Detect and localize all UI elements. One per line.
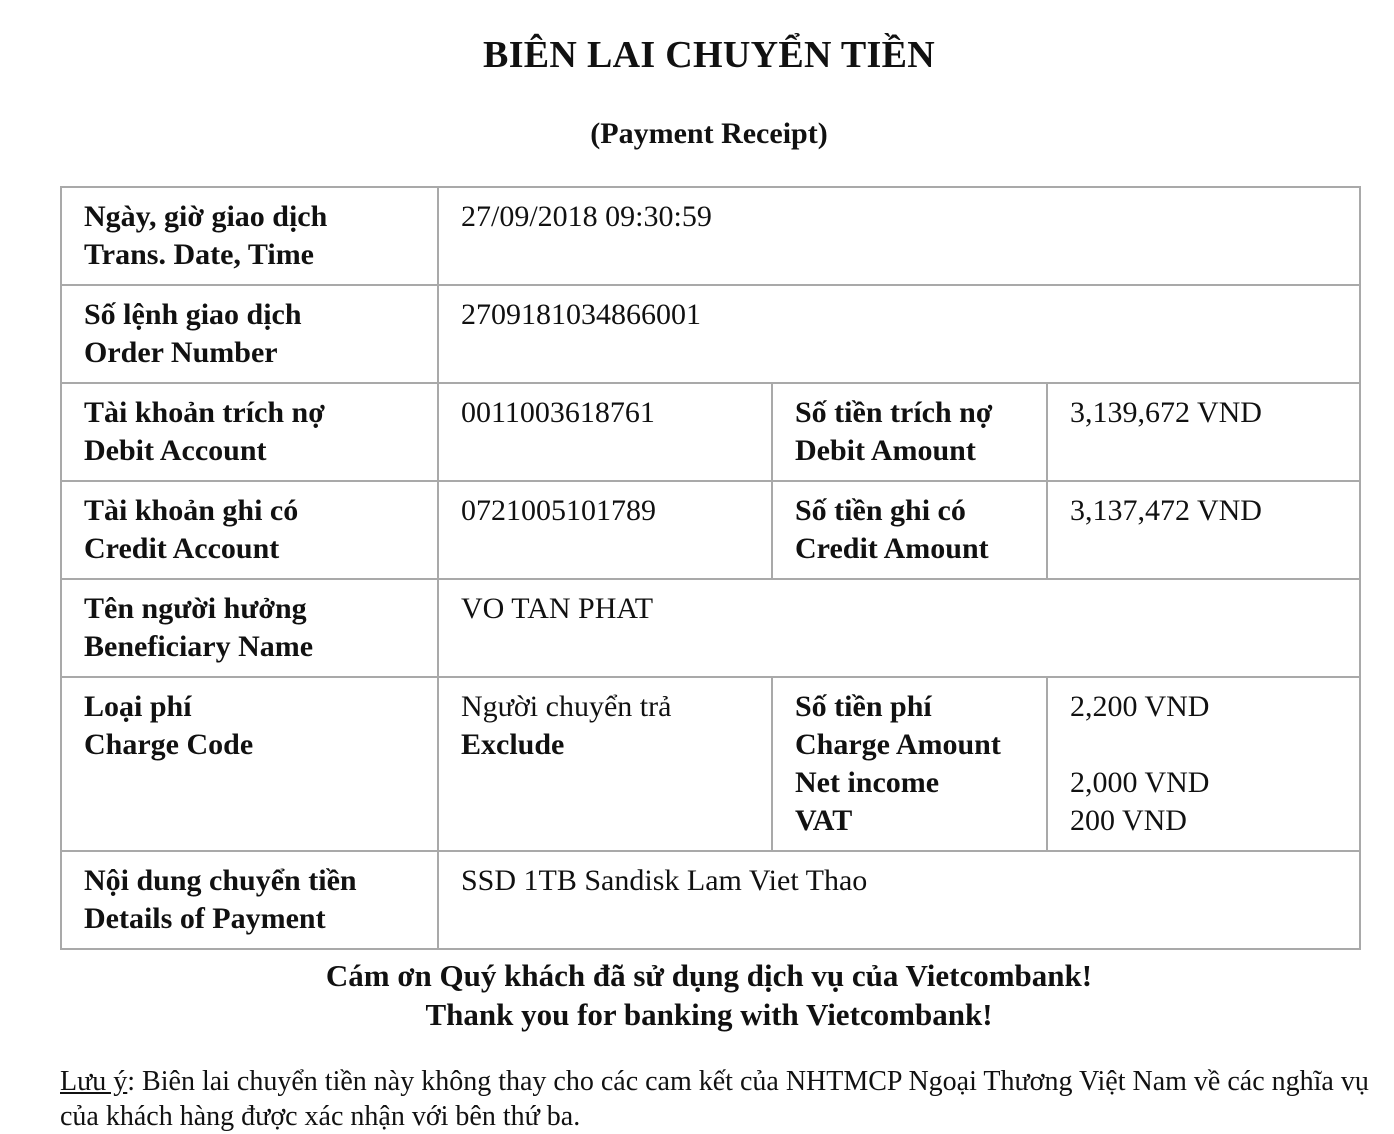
charge-amount-label: Số tiền phí Charge Amount Net income VAT [772, 677, 1047, 851]
debit-account-value: 0011003618761 [438, 383, 772, 481]
row-details [61, 851, 1360, 949]
trans-date-label: Ngày, giờ giao dịch Trans. Date, Time [61, 187, 438, 285]
debit-amount-label: Số tiền trích nợ Debit Amount [772, 383, 1047, 481]
row-charge [61, 677, 1360, 851]
thank-you-message [0, 956, 1394, 1034]
trans-date-value: 27/09/2018 09:30:59 [438, 187, 1360, 285]
row-order-number [61, 285, 1360, 383]
debit-account-label: Tài khoản trích nợ Debit Account [61, 383, 438, 481]
credit-account-label: Tài khoản ghi có Credit Account [61, 481, 438, 579]
order-number-label: Số lệnh giao dịch Order Number [61, 285, 438, 383]
row-trans-date [61, 187, 1360, 285]
debit-amount-value: 3,139,672 VND [1047, 383, 1360, 481]
charge-code-label: Loại phí Charge Code [61, 677, 438, 851]
credit-account-value: 0721005101789 [438, 481, 772, 579]
note-text: : Biên lai chuyển tiền này không thay cho các cam kết của NHTMCP Ngoại Thương Việt Nam về các nghĩa vụ của khách hàng được xác nhận với bên thứ ba. [60, 1066, 1369, 1132]
row-credit [61, 481, 1360, 579]
details-value: SSD 1TB Sandisk Lam Viet Thao [438, 851, 1360, 949]
beneficiary-value: VO TAN PHAT [438, 579, 1360, 677]
row-beneficiary [61, 579, 1360, 677]
thank-you-vi: Cám ơn Quý khách đã sử dụng dịch vụ của Vietcombank! [325, 958, 1093, 993]
beneficiary-label: Tên người hưởng Beneficiary Name [61, 579, 438, 677]
details-label: Nội dung chuyển tiền Details of Payment [61, 851, 438, 949]
disclaimer-note [60, 1064, 1370, 1134]
receipt-subtitle: (Payment Receipt) [590, 117, 828, 150]
receipt-table [60, 186, 1361, 950]
row-debit [61, 383, 1360, 481]
thank-you-en: Thank you for banking with Vietcombank! [425, 997, 993, 1032]
receipt-title: BIÊN LAI CHUYỂN TIỀN [483, 34, 935, 76]
note-label: Lưu ý [60, 1066, 128, 1097]
charge-code-value: Người chuyển trả Exclude [438, 677, 772, 851]
charge-amount-value: 2,200 VND 2,000 VND 200 VND [1047, 677, 1360, 851]
order-number-value: 2709181034866001 [438, 285, 1360, 383]
credit-amount-label: Số tiền ghi có Credit Amount [772, 481, 1047, 579]
credit-amount-value: 3,137,472 VND [1047, 481, 1360, 579]
